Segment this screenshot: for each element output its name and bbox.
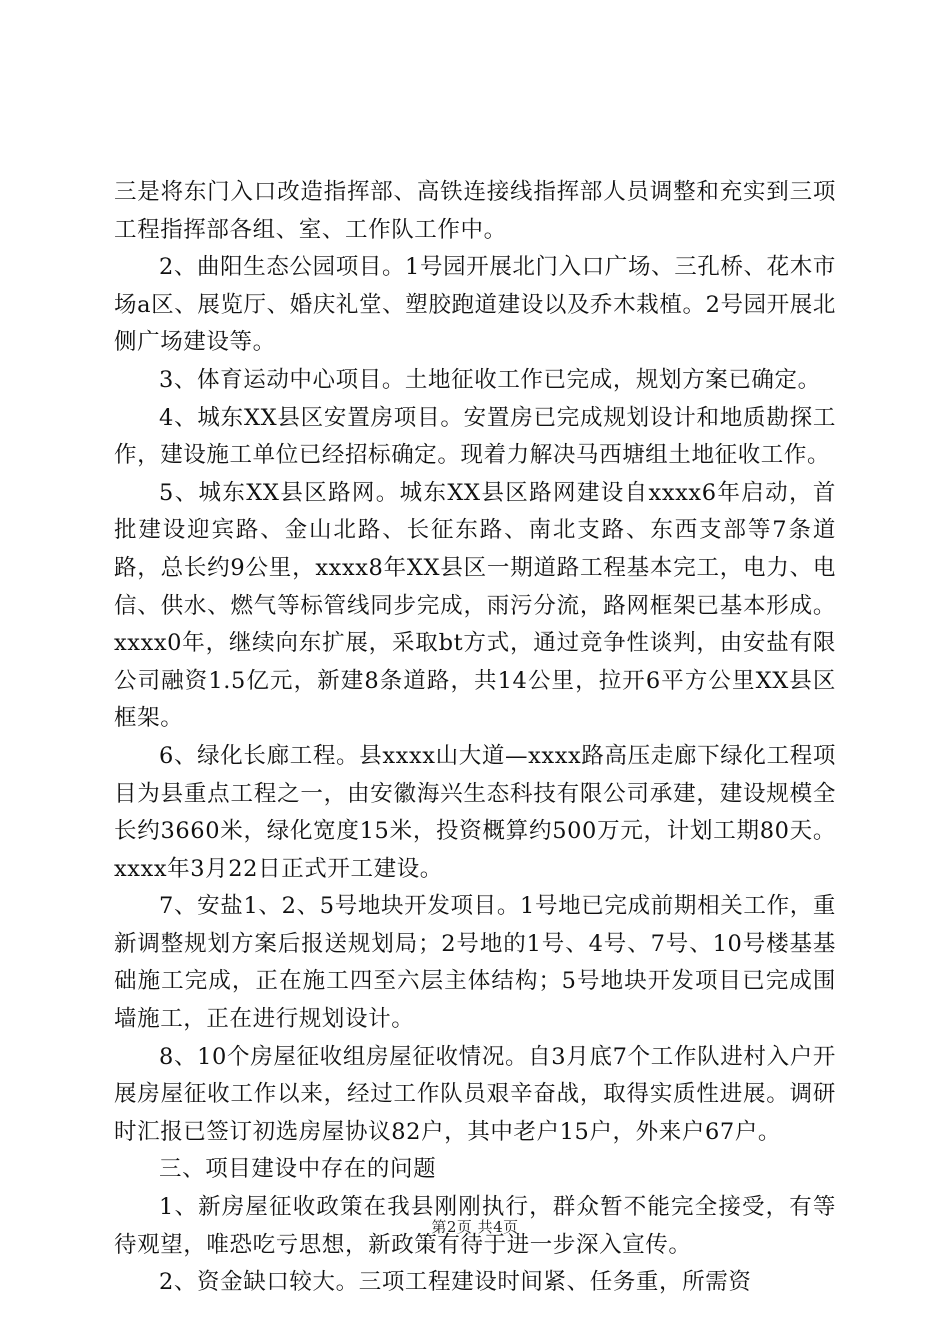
- paragraph-resettlement-housing: 4、城东XX县区安置房项目。安置房已完成规划设计和地质勘探工作，建设施工单位已经招标确定。现着力解决马西塘组土地征收工作。: [114, 404, 836, 469]
- paragraph-house-expropriation: 8、10个房屋征收组房屋征收情况。自3月底7个工作队进村入户开展房屋征收工作以来，经过工作队员艰辛奋战，取得实质性进展。调研时汇报已签订初选房屋协议82户，其中老户15户，外来户67户。: [114, 1043, 836, 1145]
- paragraph-green-corridor: 6、绿化长廊工程。县xxxx山大道—xxxx路高压走廊下绿化工程项目为县重点工程之一，由安徽海兴生态科技有限公司承建，建设规模全长约3660米，绿化宽度15米，投资概算约500万元，计划工期80天。xxxx年3月22日正式开工建设。: [114, 742, 836, 882]
- paragraph-plot-development: 7、安盐1、2、5号地块开发项目。1号地已完成前期相关工作，重新调整规划方案后报送规划局；2号地的1号、4号、7号、10号楼基基础施工完成，正在施工四至六层主体结构；5号地块开发项目已完成围墙施工，正在进行规划设计。: [114, 893, 836, 1033]
- section-heading-problems: 三、项目建设中存在的问题: [159, 1156, 437, 1183]
- paragraph-sports-center: 3、体育运动中心项目。土地征收工作已完成，规划方案已确定。: [159, 366, 821, 393]
- paragraph-problem-funding: 2、资金缺口较大。三项工程建设时间紧、任务重，所需资: [159, 1269, 752, 1296]
- paragraph-quyang-park: 2、曲阳生态公园项目。1号园开展北门入口广场、三孔桥、花木市场a区、展览厅、婚庆礼堂、塑胶跑道建设以及乔木栽植。2号园开展北侧广场建设等。: [114, 254, 836, 356]
- paragraph-road-network: 5、城东XX县区路网。城东XX县区路网建设自xxxx6年启动，首批建设迎宾路、金山北路、长征东路、南北支路、东西支部等7条道路，总长约9公里，xxxx8年XX县区一期道路工程基本完工，电力、电信、供水、燃气等标管线同步完成，雨污分流，路网框架已基本形成。xxxx0年，继续向东扩展，采取bt方式，通过竞争性谈判，由安盐有限公司融资1.5亿元，新建8条道路，共14公里，拉开6平方公里XX县区框架。: [114, 479, 836, 732]
- document-body: [114, 174, 836, 1302]
- paragraph-intro-continuation: 三是将东门入口改造指挥部、高铁连接线指挥部人员调整和充实到三项工程指挥部各组、室、工作队工作中。: [114, 179, 836, 243]
- paragraph-problem-policy: 1、新房屋征收政策在我县刚刚执行，群众暂不能完全接受，有等待观望，唯恐吃亏思想，新政策有待于进一步深入宣传。: [114, 1194, 836, 1258]
- page-footer: 第2页 共4页: [431, 1218, 519, 1236]
